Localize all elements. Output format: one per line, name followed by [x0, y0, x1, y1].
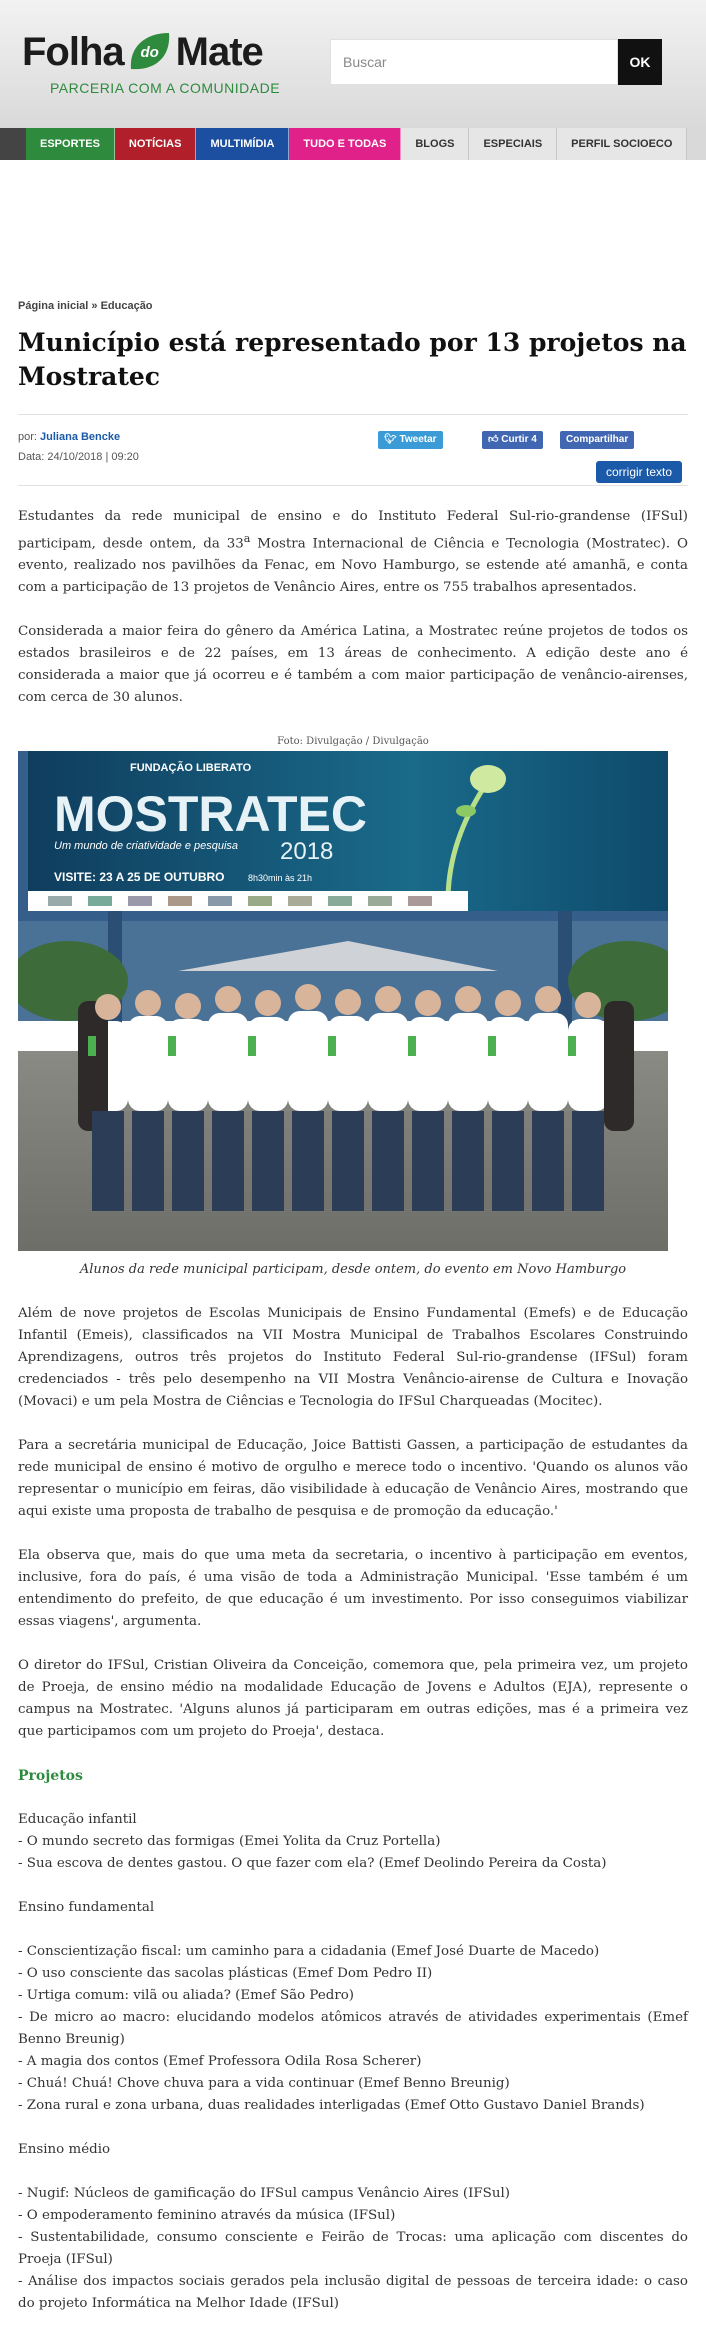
list-item: - Zona rural e zona urbana, duas realidades interligadas (Emef Otto Gustavo Daniel Brands) [18, 2098, 645, 2114]
project-group-infantil [18, 1809, 688, 1875]
article-photo[interactable] [18, 751, 668, 1251]
photo-caption: Alunos da rede municipal participam, desde ontem, do evento em Novo Hamburgo [79, 1262, 627, 1278]
list-item: - Sustentabilidade, consumo consciente e Feirão de Trocas: uma aplicação com discentes do Proeja (IFSul) [18, 2230, 688, 2268]
list-item: - Urtiga comum: vilã ou aliada? (Emef São Pedro) [18, 1988, 355, 2004]
author-link[interactable]: Juliana Bencke [40, 431, 121, 443]
list-item: - O uso consciente das sacolas plásticas (Emef Dom Pedro II) [18, 1966, 433, 1982]
project-group-fundamental [18, 1897, 688, 2117]
main-nav [0, 128, 706, 160]
nav-item-multimidia[interactable]: MULTIMÍDIA [196, 128, 289, 160]
article-container [18, 300, 688, 2337]
banner-hours: 8h30min às 21h [248, 873, 313, 884]
site-logo[interactable] [22, 28, 322, 98]
like-label: Curtir 4 [501, 434, 537, 445]
list-item: - De micro ao macro: elucidando modelos atômicos através de atividades experimentais (Emef Benno Breunig) [18, 2010, 688, 2048]
project-group-medio [18, 2139, 688, 2315]
paragraph: Além de nove projetos de Escolas Municipais de Ensino Fundamental (Emefs) e de Educação Infantil (Emeis), classificados na VII Mostra Municipal de Trabalhos Escolares Construindo Aprendizagens, outros três projetos do Instituto Federal Sul-rio-grandense (IFSul) foram credenciados - três pelo desempenho na VII Mostra Venâncio-airense de Cultura e Inovação (Movaci) e um pela Mostra de Ciências e Tecnologia do IFSul Charqueadas (Mocitec). [18, 1306, 688, 1410]
nav-lead-block [0, 128, 26, 160]
logo-word-folha: Folha [22, 29, 124, 74]
group-heading: Ensino médio [18, 2142, 111, 2158]
publish-date: 24/10/2018 | 09:20 [47, 451, 139, 463]
paragraph: O diretor do IFSul, Cristian Oliveira da Conceição, comemora que, pela primeira vez, um projeto de Proeja, de ensino médio na modalidade Educação de Jovens e Adultos (EJA), represente o campus na Mostratec. 'Alguns alunos já participaram em outras edições, mas é a primeira vez que participamos com um projeto do Proeja', destaca. [18, 1658, 688, 1740]
leaf-icon [127, 29, 173, 75]
logo-wordmark [22, 28, 263, 76]
author-line [18, 431, 120, 443]
article-figure [18, 731, 688, 1281]
search-input[interactable] [330, 39, 618, 85]
paragraph: Ela observa que, mais do que uma meta da secretaria, o incentivo à participação em eventos, inclusive, fora do país, é uma visão de toda a Administração Municipal. 'Esse também é um entendimento do prefeito, de que educação é um investimento. Por isso conseguimos viabilizar essas viagens', argumenta. [18, 1548, 688, 1630]
divider [18, 414, 688, 415]
logo-tagline: PARCERIA COM A COMUNIDADE [50, 80, 281, 96]
photo-credit: Foto: Divulgação / Divulgação [277, 736, 429, 748]
nav-item-noticias[interactable]: NOTÍCIAS [115, 128, 197, 160]
list-item: - A magia dos contos (Emef Professora Odila Rosa Scherer) [18, 2054, 422, 2070]
paragraph: Estudantes da rede municipal de ensino e do Instituto Federal Sul-rio-grandense (IFSul) participam, desde ontem, da 33$^a$ Mostra Internacional de Ciência e Tecnologia (Mostratec). O evento, realizado nos pavilhões da Fenac, em Novo Hamburgo, se estende até amanhã, e conta com a participação de 13 projetos de Venâncio Aires, entre os 755 trabalhos apresentados. [18, 509, 688, 596]
list-item: - O mundo secreto das formigas (Emei Yolita da Cruz Portella) [18, 1834, 441, 1850]
facebook-share-button[interactable]: Compartilhar [560, 431, 634, 449]
paragraph: Para a secretária municipal de Educação, Joice Battisti Gassen, a participação de estudantes da rede municipal de ensino é motivo de orgulho e merece todo o incentivo. 'Quando os alunos vão representar o município em feiras, dão visibilidade à educação de Venâncio Aires, mostrando que aqui existe uma proposta de trabalho de pesquisa e de promoção da educação.' [18, 1438, 688, 1520]
banner-org: FUNDAÇÃO LIBERATO [130, 762, 252, 775]
list-item: - Sua escova de dentes gastou. O que fazer com ela? (Emef Deolindo Pereira da Costa) [18, 1856, 607, 1872]
correct-text-button[interactable]: corrigir texto [596, 461, 682, 483]
nav-item-perfil-socioeconomico[interactable]: PERFIL SOCIOECO [557, 128, 687, 160]
date-label: Data: [18, 451, 45, 463]
banner-slogan: Um mundo de criatividade e pesquisa [54, 840, 239, 853]
twitter-icon: 🐦︎ [384, 434, 397, 445]
tweet-label: Tweetar [399, 434, 437, 445]
banner-year: 2018 [280, 838, 334, 866]
banner-visit: VISITE: 23 A 25 DE OUTUBRO [54, 870, 225, 885]
banner-name: MOSTRATEC [54, 786, 367, 843]
group-heading: Educação infantil [18, 1812, 137, 1828]
list-item: - Chuá! Chuá! Chove chuva para a vida continuar (Emef Benno Breunig) [18, 2076, 510, 2092]
nav-item-especiais[interactable]: ESPECIAIS [469, 128, 557, 160]
nav-item-esportes[interactable]: ESPORTES [26, 128, 115, 160]
list-item: - Conscientização fiscal: um caminho para a cidadania (Emef José Duarte de Macedo) [18, 1944, 600, 1960]
search-button[interactable]: OK [618, 39, 662, 85]
article-meta [18, 431, 688, 501]
thumbs-up-icon: 👍︎ [488, 434, 499, 445]
breadcrumb-separator: » [91, 300, 98, 312]
author-prefix: por: [18, 431, 37, 443]
breadcrumb-home-link[interactable]: Página inicial [18, 300, 89, 312]
list-item: - Análise dos impactos sociais gerados pela inclusão digital de pessoas de terceira idade: o caso do projeto Informática na Melhor Idade (IFSul) [18, 2274, 688, 2312]
site-header [0, 0, 706, 128]
article-title: Município está representado por 13 projetos na Mostratec [18, 328, 687, 391]
nav-item-blogs[interactable]: BLOGS [401, 128, 469, 160]
projects-heading: Projetos [18, 1768, 83, 1785]
logo-word-do: do [140, 43, 159, 61]
breadcrumb-section-link[interactable]: Educação [100, 300, 153, 312]
search-bar [330, 39, 662, 85]
facebook-like-button[interactable] [482, 431, 543, 449]
tweet-button[interactable] [378, 431, 443, 449]
list-item: - O empoderamento feminino através da música (IFSul) [18, 2208, 396, 2224]
paragraph: Considerada a maior feira do gênero da América Latina, a Mostratec reúne projetos de todos os estados brasileiros e de 22 países, em 13 áreas de conhecimento. A edição deste ano é considerada a maior que já ocorreu e é também a com maior participação de venâncio-airenses, com cerca de 30 alunos. [18, 624, 688, 706]
article-body [18, 506, 688, 2315]
list-item: - Nugif: Núcleos de gamificação do IFSul campus Venâncio Aires (IFSul) [18, 2186, 510, 2202]
nav-item-tudo-e-todas[interactable]: TUDO E TODAS [289, 128, 401, 160]
breadcrumb [18, 300, 688, 312]
date-line [18, 451, 139, 463]
group-heading: Ensino fundamental [18, 1900, 155, 1916]
logo-word-mate: Mate [175, 29, 263, 74]
